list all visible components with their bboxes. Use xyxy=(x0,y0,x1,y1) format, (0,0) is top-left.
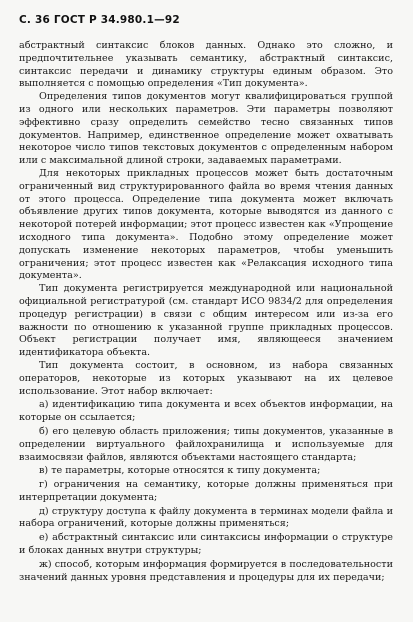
page-header: С. 36 ГОСТ Р 34.980.1—92 xyxy=(19,14,180,26)
paragraph-continuation: абстрактный синтаксис блоков данных. Однако это сложно, и предпочтительнее указывать семантику, абстрактный синтаксис, синтаксис передачи и динамику структуры единым образом. Это выполняется с помощью определения «Тип документа». xyxy=(19,40,393,90)
list-item: д) структуру доступа к файлу документа в терминах модели файла и набора ограничений, которые должны применяться; xyxy=(19,505,393,530)
list-item: е) абстрактный синтаксис или синтаксисы информации о структуре и блоках данных внутри структуры; xyxy=(19,532,393,557)
list-item: а) идентификацию типа документа и всех объектов информации, на которые он ссылается; xyxy=(19,399,393,424)
list-item: в) те параметры, которые относятся к типу документа; xyxy=(39,465,321,477)
list-item: г) ограничения на семантику, которые должны применяться при интерпретации документа; xyxy=(19,479,393,503)
paragraph-composition: Тип документа состоит, в основном, из набора связанных операторов, некоторые из которых указывают на их целевое использование. Этот набор включает: xyxy=(19,359,393,397)
paragraph-document-type-parameters: Определения типов документов могут квалифицироваться группой из одного или нескольких параметров. Эти параметры позволяют эффективно сразу определить семейство тесно связанных типов документов. Например, единственное определение может охватывать некоторое число типов текстовых документов с определенным набором или с максимальной длиной строки, задаваемых параметрами. xyxy=(19,91,393,167)
paragraph-registration: Тип документа регистрируется международной или национальной официальной регистратурой (см. стандарт ИСО 9834/2 для определения процедур регистрации) в связи с общим интересом или из-за его важности по отношению к указанной группе прикладных процессов. Объект регистрации получает имя, являющееся значением идентификатора объекта. xyxy=(19,283,393,359)
paragraph-restricted-view: Для некоторых прикладных процессов может быть достаточным ограниченный вид структурированного файла во время чтения данных от этого процесса. Определение типа документа может включать объявление других типов документа, которые выводятся из данного с некоторой потерей информации; этот процесс известен как «Упрощение исходного типа документа». Подобно этому определение может допускать изменение некоторых параметров, чтобы уменьшить ограничения; этот процесс известен как «Релаксация исходного типа документа». xyxy=(19,167,393,282)
list-item: б) его целевую область приложения; типы документов, указанные в определении виртуального файлохранилища и используемые для взаимосвязи файлов, являются объектами настоящего стандарта; xyxy=(19,425,393,463)
document-body xyxy=(19,40,393,584)
list-item: ж) способ, которым информация формируется в последовательности значений данных уровня представления и процедуры для их передачи; xyxy=(19,558,393,583)
